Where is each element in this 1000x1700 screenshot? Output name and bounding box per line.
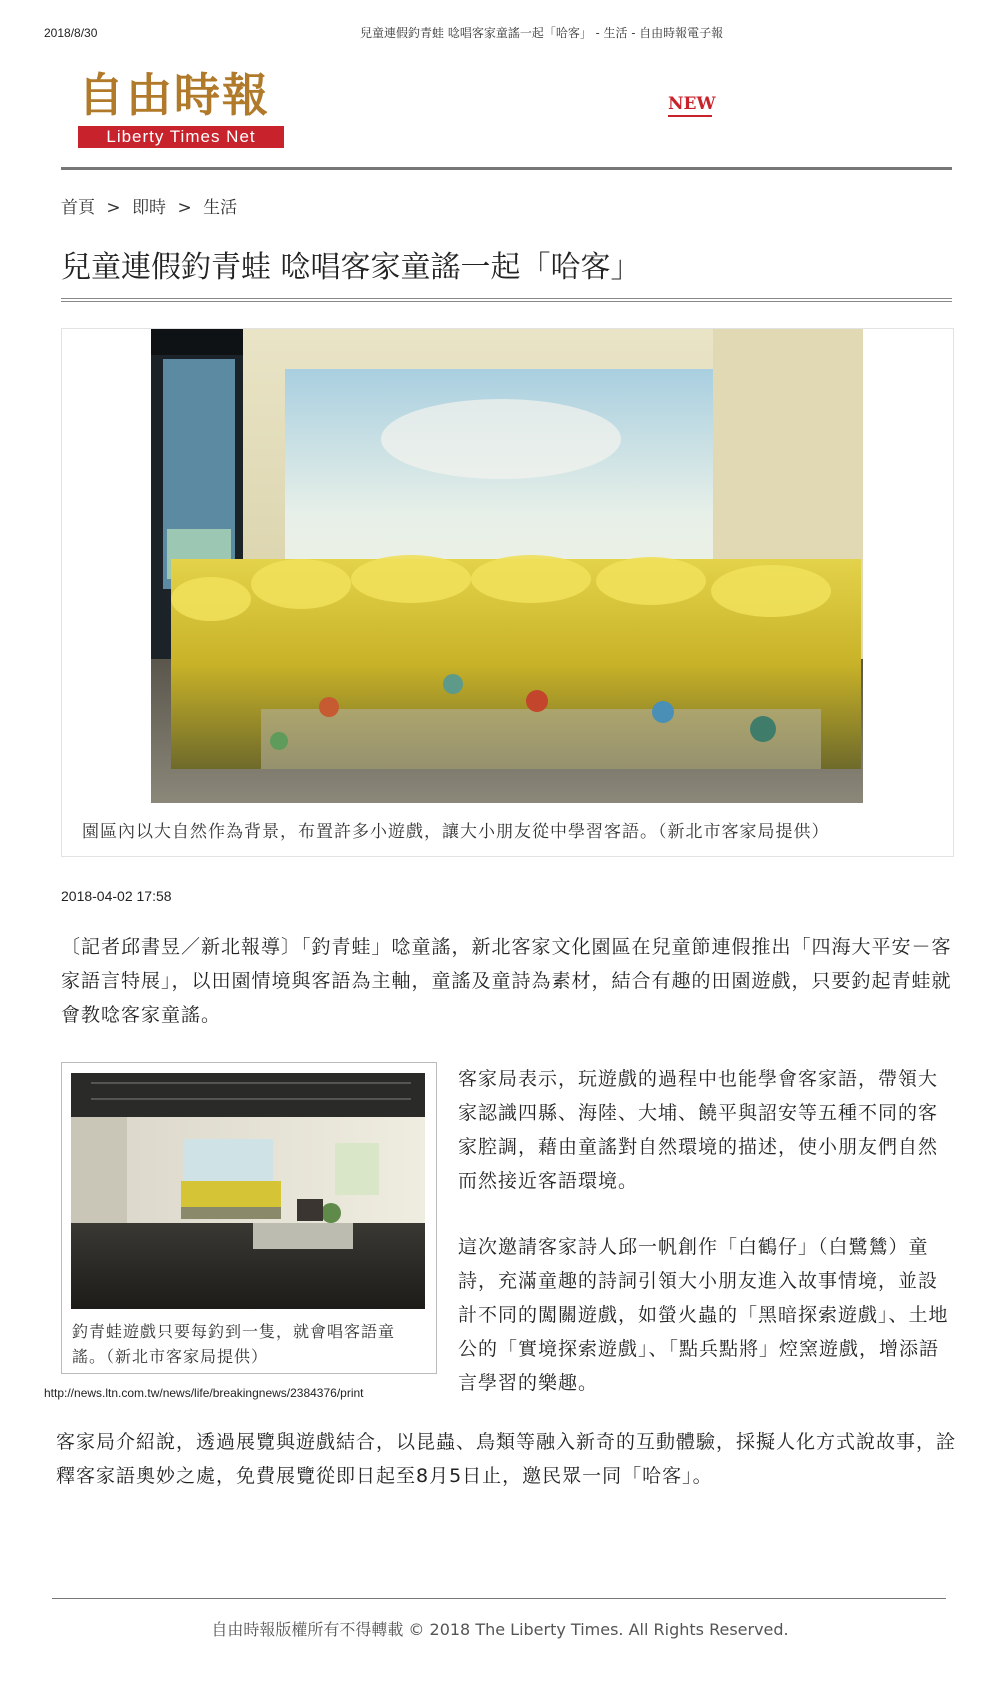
new-badge-label: NEW — [668, 94, 716, 114]
headline-divider — [61, 301, 952, 302]
headline-divider — [61, 298, 952, 299]
breadcrumb-realtime[interactable]: 即時 — [132, 198, 167, 218]
inline-figure — [61, 1062, 437, 1374]
copyright-footer: 自由時報版權所有不得轉載 © 2018 The Liberty Times. All Rights Reserved. — [211, 1620, 789, 1639]
exhibit-hall-photo — [151, 329, 863, 803]
article-timestamp: 2018-04-02 17:58 — [61, 888, 172, 904]
main-figure — [61, 328, 954, 857]
new-badge-underline — [668, 115, 712, 117]
print-page-title: 兒童連假釣青蛙 唸唱客家童謠一起「哈客」 - 生活 - 自由時報電子報 — [360, 26, 724, 40]
article-paragraph: 這次邀請客家詩人邱一帆創作「白鶴仔」（白鷺鷥）童詩，充滿童趣的詩詞引領大小朋友進入故事情境，並設計不同的闖關遊戲，如螢火蟲的「黑暗探索遊戲」、土地公的「實境探索遊戲」、「點兵點將」焢窯遊戲，增添語言學習的樂趣。 — [458, 1236, 949, 1394]
header-divider — [61, 167, 952, 170]
breadcrumb-separator: > — [177, 198, 192, 218]
new-badge-link[interactable] — [668, 94, 716, 114]
breadcrumb-separator: > — [106, 198, 121, 218]
logo-chinese-name: 自由時報 — [78, 68, 270, 122]
site-logo[interactable] — [78, 66, 284, 150]
print-url: http://news.ltn.com.tw/news/life/breakingnews/2384376/print — [44, 1386, 364, 1400]
breadcrumb-home[interactable]: 首頁 — [61, 198, 95, 218]
main-figure-caption: 園區內以大自然作為背景，布置許多小遊戲，讓大小朋友從中學習客語。（新北市客家局提供） — [82, 822, 830, 842]
article-paragraph: 客家局表示，玩遊戲的過程中也能學會客家語，帶領大家認識四縣、海陸、大埔、饒平與詔安等五種不同的客家腔調，藉由童謠對自然環境的描述，使小朋友們自然而然接近客語環境。 — [458, 1068, 939, 1192]
article-headline: 兒童連假釣青蛙 唸唱客家童謠一起「哈客」 — [61, 250, 641, 285]
footer-divider — [52, 1598, 946, 1599]
frog-fishing-game-photo — [71, 1073, 425, 1309]
breadcrumb-life[interactable]: 生活 — [203, 198, 238, 218]
breadcrumb — [61, 193, 243, 218]
print-date: 2018/8/30 — [44, 26, 98, 40]
logo-english-name: Liberty Times Net — [78, 126, 284, 148]
article-paragraph: 〔記者邱書昱／新北報導〕「釣青蛙」唸童謠，新北客家文化園區在兒童節連假推出「四海大平安－客家語言特展」，以田園情境與客語為主軸，童謠及童詩為素材，結合有趣的田園遊戲，只要釣起青蛙就會教唸客家童謠。 — [61, 936, 952, 1026]
article-paragraph: 客家局介紹說，透過展覽與遊戲結合，以昆蟲、鳥類等融入新奇的互動體驗，採擬人化方式說故事，詮釋客家語奧妙之處，免費展覽從即日起至8月5日止，邀民眾一同「哈客」。 — [56, 1431, 957, 1487]
inline-figure-caption: 釣青蛙遊戲只要每釣到一隻，就會唱客語童謠。（新北市客家局提供） — [72, 1322, 396, 1366]
